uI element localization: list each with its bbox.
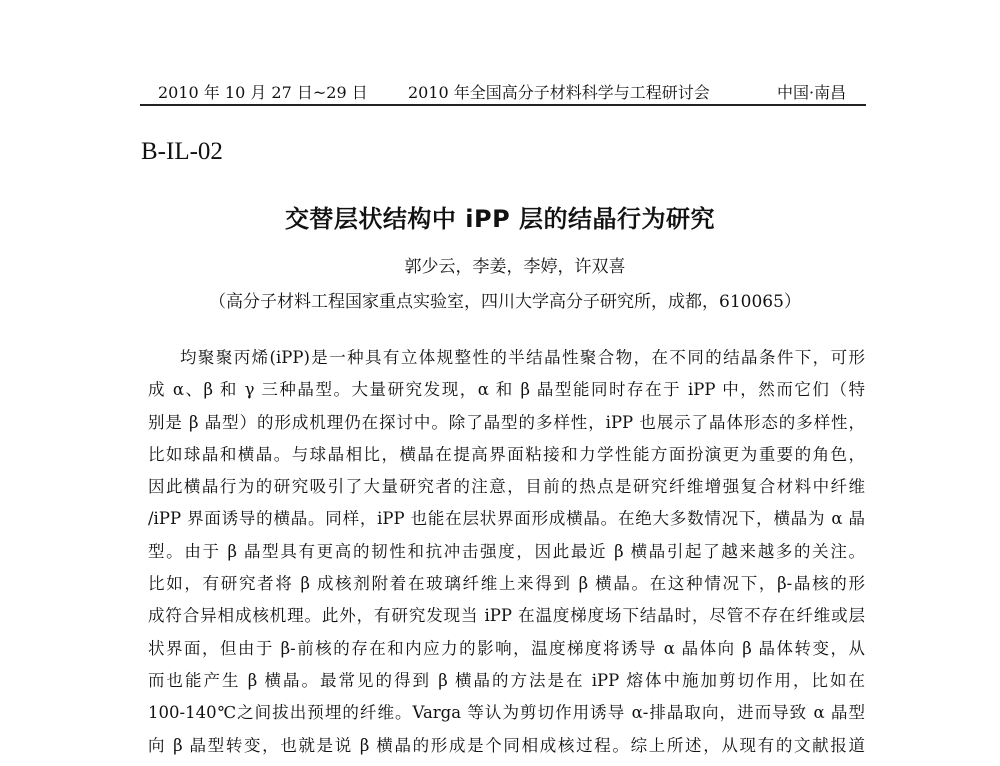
body-line: 向 β 晶型转变，也就是说 β 横晶的形成是个同相成核过程。综上所述，从现有的文献报道 (148, 735, 865, 755)
body-line: 别是 β 晶型）的形成机理仍在探讨中。除了晶型的多样性，iPP 也展示了晶体形态的多样性， (148, 412, 865, 432)
header-rule (140, 104, 866, 106)
body-line: 而也能产生 β 横晶。最常见的得到 β 横晶的方法是在 iPP 熔体中施加剪切作用，比如在 (148, 670, 865, 690)
paper-code: B-IL-02 (141, 138, 223, 165)
header-location: 中国·南昌 (777, 83, 847, 102)
paper-title: 交替层状结构中 iPP 层的结晶行为研究 (284, 205, 716, 233)
body-line: 成 α、β 和 γ 三种晶型。大量研究发现，α 和 β 晶型能同时存在于 iPP 中，然而它们（特 (148, 380, 865, 400)
body-line: 成符合异相成核机理。此外，有研究发现当 iPP 在温度梯度场下结晶时，尽管不存在纤维或层 (148, 606, 865, 626)
body-line: 比如，有研究者将 β 成核剂附着在玻璃纤维上来得到 β 横晶。在这种情况下，β-晶核的形 (148, 574, 865, 594)
body-line: /iPP 界面诱导的横晶。同样，iPP 也能在层状界面形成横晶。在绝大多数情况下，横晶为 α 晶 (148, 509, 865, 529)
body-line: 比如球晶和横晶。与球晶相比，横晶在提高界面粘接和力学性能方面扮演更为重要的角色， (148, 444, 865, 464)
affiliation: （高分子材料工程国家重点实验室，四川大学高分子研究所，成都，610065） (209, 292, 801, 312)
body-line: 状界面，但由于 β-前核的存在和内应力的影响，温度梯度将诱导 α 晶体向 β 晶体转变，从 (148, 638, 865, 658)
body-line: 因此横晶行为的研究吸引了大量研究者的注意，目前的热点是研究纤维增强复合材料中纤维 (148, 477, 865, 497)
abstract-body (148, 346, 865, 766)
header-conference: 2010 年全国高分子材料科学与工程研讨会 (408, 83, 710, 102)
body-line: 型。由于 β 晶型具有更高的韧性和抗冲击强度，因此最近 β 横晶引起了越来越多的关注。 (148, 541, 865, 561)
body-line: 均聚聚丙烯(iPP)是一种具有立体规整性的半结晶性聚合物，在不同的结晶条件下，可形 (180, 348, 865, 367)
body-line: 100-140℃之间拔出预埋的纤维。Varga 等认为剪切作用诱导 α-排晶取向，进而导致 α 晶型 (148, 703, 865, 723)
header-date: 2010 年 10 月 27 日~29 日 (158, 83, 368, 102)
authors: 郭少云，李姜，李婷，许双喜 (404, 257, 626, 277)
